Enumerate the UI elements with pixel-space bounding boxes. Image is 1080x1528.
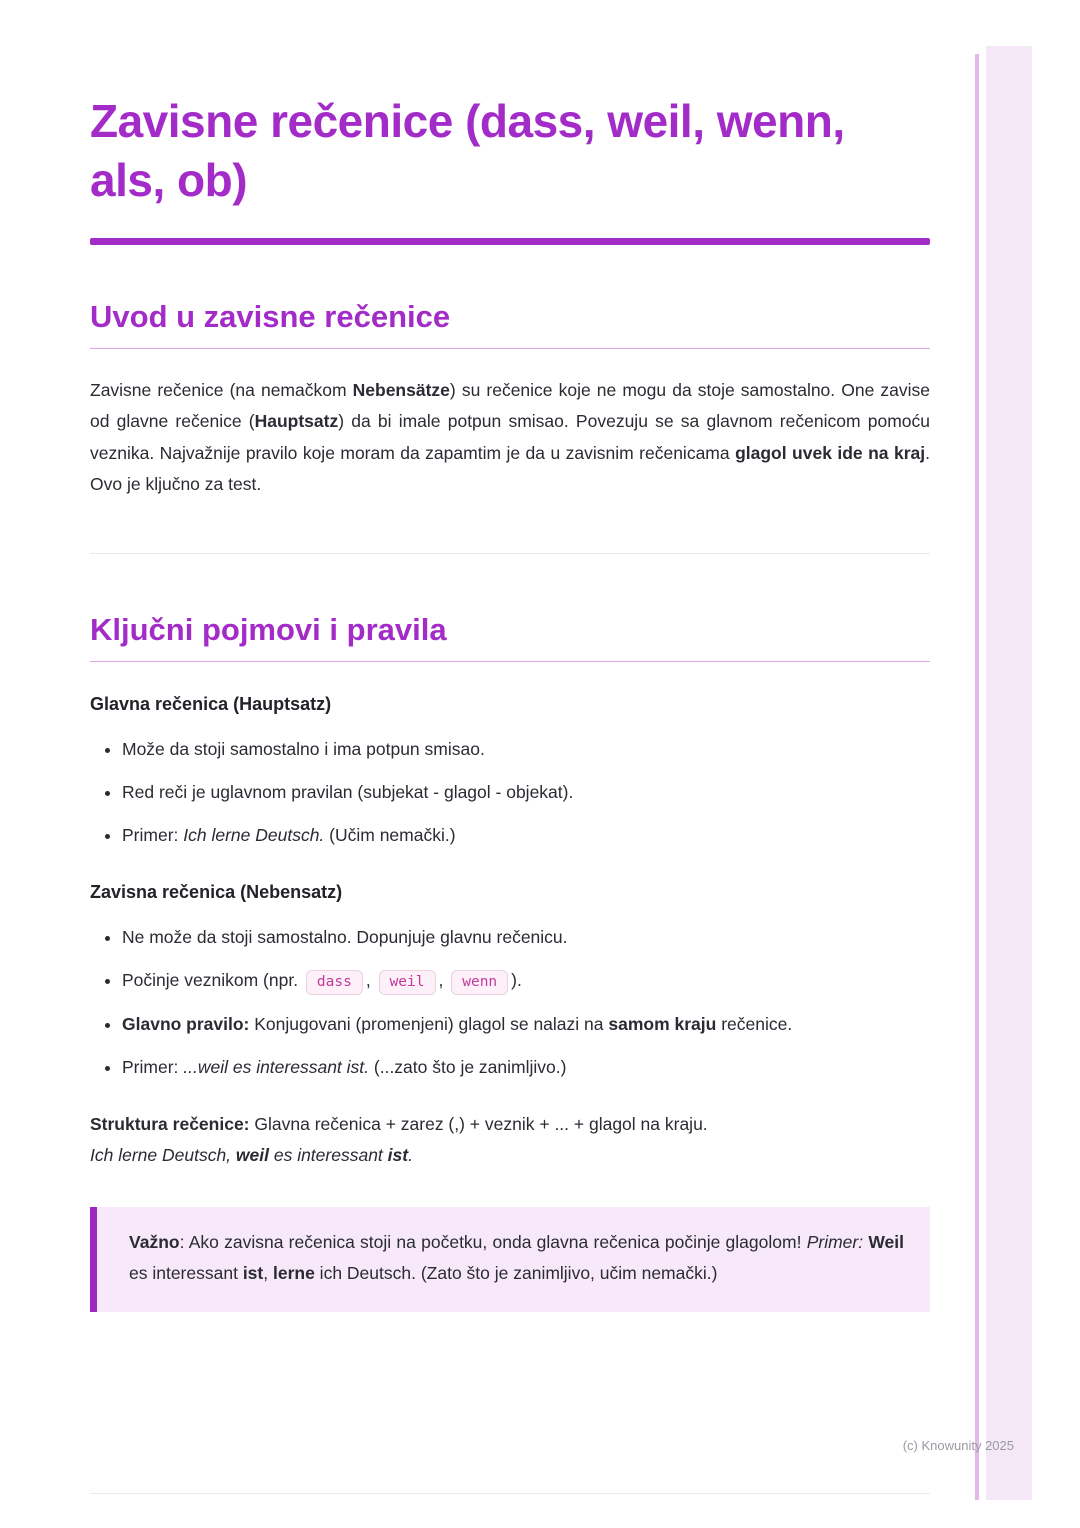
side-border-line <box>975 54 979 1500</box>
text-segment: Primer: <box>122 1056 184 1077</box>
text-segment: Počinje veznikom (npr. <box>122 970 303 991</box>
text-segment: Weil <box>868 1231 904 1252</box>
main-clause-list <box>90 735 930 850</box>
text-segment: , <box>438 970 449 991</box>
text-segment: Ne može da stoji samostalno. Dopunjuje glavnu rečenicu. <box>122 926 568 947</box>
text-segment: glagol uvek ide na kraj <box>735 442 926 463</box>
document-content <box>90 0 930 1312</box>
structure-line-1 <box>90 1109 930 1140</box>
text-segment: rečenice. <box>716 1013 793 1034</box>
callout-text <box>129 1227 904 1290</box>
text-segment: (...zato što je zanimljivo.) <box>369 1056 567 1077</box>
page-title: Zavisne rečenice (dass, weil, wenn, als, ob) <box>90 95 845 206</box>
text-segment: ). <box>511 970 522 991</box>
text-segment: Primer: <box>806 1231 864 1252</box>
text-segment: ...weil es interessant ist. <box>183 1056 370 1077</box>
inline-code: dass <box>306 970 363 995</box>
section-intro <box>90 299 930 501</box>
text-segment: Može da stoji samostalno i ima potpun smisao. <box>122 738 485 759</box>
structure-line-2 <box>90 1140 930 1171</box>
structure-paragraph <box>90 1109 930 1170</box>
text-segment: Primer: <box>122 825 184 846</box>
intro-paragraph <box>90 375 930 501</box>
title-rule <box>90 238 930 245</box>
text-segment: ) da bi imale potpun smisao. Povezuju se sa glavnom rečenicom pomoću veznika. Najvažnije pravilo koje moram da zapamtim je da u zavisnim rečenicama <box>90 411 930 463</box>
list-item <box>122 966 930 994</box>
text-segment: Konjugovani (promenjeni) glagol se nalazi na <box>249 1013 609 1034</box>
copyright-footer: (c) Knowunity 2025 <box>902 1438 1014 1453</box>
text-segment: Glavna rečenica + zarez (,) + veznik + ... + glagol na kraju. <box>249 1114 708 1135</box>
text-segment: : Ako zavisna rečenica stoji na početku, onda glavna rečenica počinje glagolom! <box>179 1231 807 1252</box>
text-segment: Nebensätze <box>352 379 450 400</box>
text-segment: (Učim nemački.) <box>324 825 456 846</box>
list-item <box>122 1010 930 1038</box>
text-segment: weil <box>235 1144 269 1165</box>
text-segment: Ich lerne Deutsch. <box>183 825 325 846</box>
text-segment: es interessant <box>268 1144 388 1165</box>
list-item <box>122 923 930 951</box>
list-item <box>122 778 930 806</box>
text-segment: ich Deutsch. (Zato što je zanimljivo, učim nemački.) <box>314 1263 718 1284</box>
list-item <box>122 821 930 849</box>
text-segment: ) su rečenice koje ne mogu da stoje samostalno. One zavise od glavne rečenice ( <box>90 379 931 432</box>
inline-code: weil <box>379 970 436 995</box>
text-segment: Ich lerne Deutsch, <box>90 1144 236 1165</box>
page-scrollbar[interactable] <box>986 46 1032 1500</box>
section-heading-intro: Uvod u zavisne rečenice <box>90 299 930 349</box>
text-segment: Zavisne rečenice (na nemačkom <box>90 379 353 400</box>
text-segment: lerne <box>272 1263 315 1284</box>
text-segment: ist <box>387 1144 409 1165</box>
text-segment: Struktura rečenice: <box>90 1114 250 1135</box>
list-item <box>122 1053 930 1081</box>
text-segment: . <box>408 1144 413 1165</box>
text-segment: , <box>263 1263 273 1284</box>
bottom-divider <box>90 1493 930 1494</box>
text-segment: Važno <box>129 1231 180 1252</box>
text-segment: , <box>365 970 376 991</box>
subheading-main-clause: Glavna rečenica (Hauptsatz) <box>90 693 332 714</box>
text-segment: samom kraju <box>608 1013 717 1034</box>
section-heading-key-concepts: Ključni pojmovi i pravila <box>90 612 930 662</box>
text-segment: Hauptsatz <box>254 411 339 432</box>
text-segment: . Ovo je ključno za test. <box>90 442 930 495</box>
text-segment: es interessant <box>129 1263 243 1284</box>
sub-clause-list <box>90 923 930 1082</box>
important-callout <box>90 1207 930 1312</box>
subheading-sub-clause: Zavisna rečenica (Nebensatz) <box>90 881 343 902</box>
section-key-concepts <box>90 612 930 1312</box>
list-item <box>122 735 930 763</box>
section-divider <box>90 553 930 554</box>
text-segment: Red reči je uglavnom pravilan (subjekat - glagol - objekat). <box>122 782 574 803</box>
inline-code: wenn <box>451 970 508 995</box>
text-segment: ist <box>242 1263 264 1284</box>
text-segment: Glavno pravilo: <box>122 1013 250 1034</box>
